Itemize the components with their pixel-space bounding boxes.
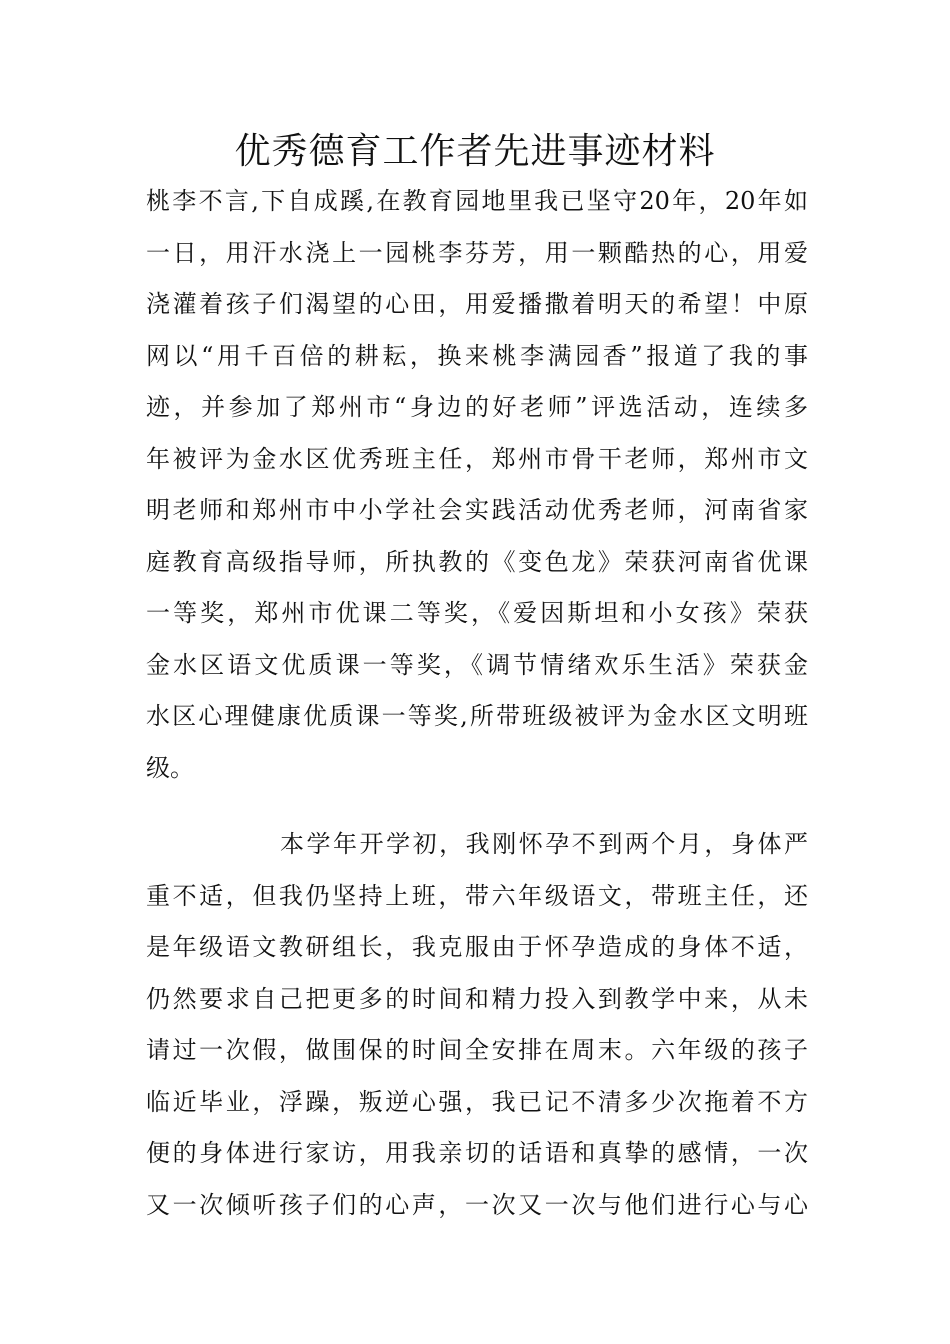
paragraph-2: [146, 819, 808, 1231]
text-line: 一日，用汗水浇上一园桃李芬芳，用一颗酷热的心，用爱: [146, 238, 808, 267]
text-line: 明老师和郑州市中小学社会实践活动优秀老师，河南省家: [146, 496, 808, 524]
text-line: 级。: [146, 753, 194, 782]
text-line: 桃李不言,下自成蹊,在教育园地里我已坚守20年，20年如: [146, 187, 808, 215]
text-line: 请过一次假，做围保的时间全安排在周末。六年级的孩子: [146, 1036, 808, 1064]
text-line: 年被评为金水区优秀班主任，郑州市骨干老师，郑州市文: [146, 444, 808, 473]
text-line: 本学年开学初，我刚怀孕不到两个月，身体严: [280, 830, 808, 858]
text-line: 仍然要求自己把更多的时间和精力投入到教学中来，从未: [146, 984, 808, 1013]
text-line: 便的身体进行家访，用我亲切的话语和真挚的感情，一次: [146, 1139, 808, 1167]
text-line: 金水区语文优质课一等奖，《调节情绪欢乐生活》荣获金: [146, 650, 808, 679]
text-line: 临近毕业，浮躁，叛逆心强，我已记不清多少次拖着不方: [146, 1087, 808, 1116]
text-line: 是年级语文教研组长，我克服由于怀孕造成的身体不适，: [146, 933, 808, 961]
text-line: 迹，并参加了郑州市“身边的好老师”评选活动，连续多: [146, 393, 808, 421]
text-line: 庭教育高级指导师，所执教的《变色龙》荣获河南省优课: [146, 547, 808, 576]
document-title: 优秀德育工作者先进事迹材料: [234, 131, 716, 172]
text-line: 浇灌着孩子们渴望的心田，用爱播撒着明天的希望！中原: [146, 290, 808, 318]
paragraph-1: [146, 176, 808, 794]
text-line: 重不适，但我仍坚持上班，带六年级语文，带班主任，还: [146, 881, 808, 910]
text-line: 一等奖，郑州市优课二等奖，《爱因斯坦和小女孩》荣获: [146, 599, 808, 627]
text-line: 又一次倾听孩子们的心声，一次又一次与他们进行心与心: [146, 1190, 808, 1219]
text-line: 网以“用千百倍的耕耘，换来桃李满园香”报道了我的事: [146, 341, 808, 370]
text-line: 水区心理健康优质课一等奖,所带班级被评为金水区文明班: [146, 702, 808, 730]
